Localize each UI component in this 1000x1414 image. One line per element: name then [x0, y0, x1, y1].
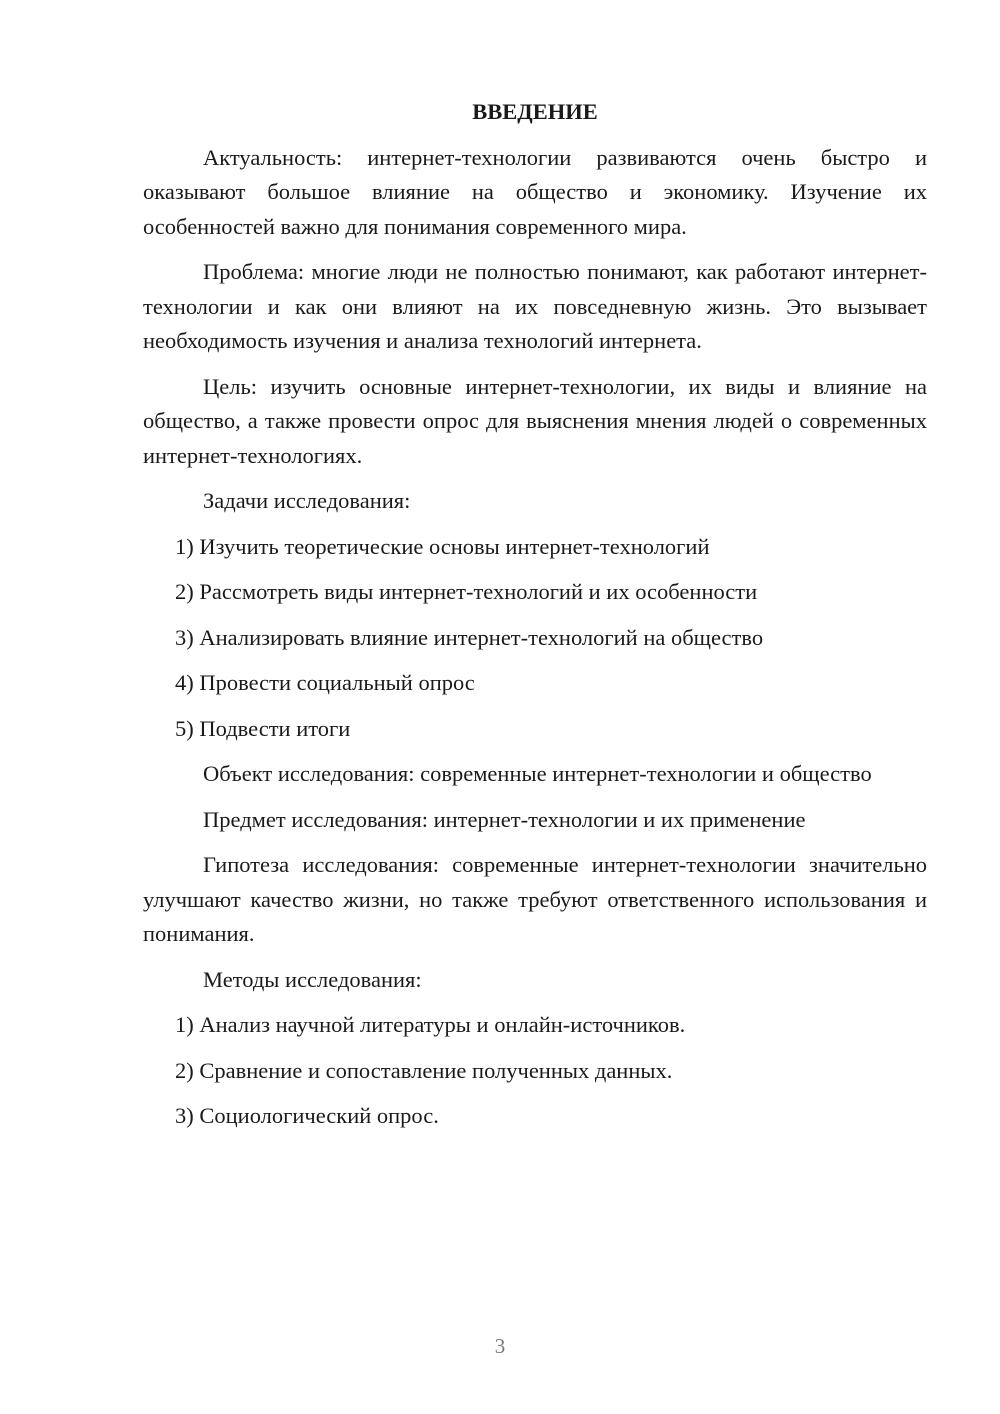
methods-label: Методы исследования:	[203, 966, 422, 992]
method-item: 3) Социологический опрос.	[175, 1103, 439, 1128]
task-item: 5) Подвести итоги	[175, 715, 351, 741]
object-paragraph: Объект исследования: современные интернет-технологии и общество	[203, 761, 872, 786]
task-item: 1) Изучить теоретические основы интернет-технологий	[175, 533, 710, 559]
page-content	[143, 95, 927, 1145]
page-number: 3	[494, 1334, 506, 1358]
relevance-paragraph: Актуальность: интернет-технологии развиваются очень быстро и оказывают большое влияние на общество и экономику. Изучение их особенностей важно для понимания современного мира.	[143, 144, 927, 239]
task-item: 4) Провести социальный опрос	[175, 670, 475, 695]
subject-paragraph: Предмет исследования: интернет-технологии и их применение	[203, 806, 806, 832]
task-item: 3) Анализировать влияние интернет-технологий на общество	[175, 624, 764, 650]
goal-paragraph: Цель: изучить основные интернет-технологии, их виды и влияние на общество, а также провести опрос для выяснения мнения людей о современных интернет-технологиях.	[143, 373, 927, 468]
method-item: 2) Сравнение и сопоставление полученных данных.	[175, 1057, 673, 1083]
task-item: 2) Рассмотреть виды интернет-технологий и их особенности	[175, 579, 758, 604]
section-heading: ВВЕДЕНИЕ	[472, 99, 598, 124]
method-item: 1) Анализ научной литературы и онлайн-источников.	[175, 1012, 686, 1037]
problem-paragraph: Проблема: многие люди не полностью понимают, как работают интернет-технологии и как они влияют на их повседневную жизнь. Это вызывает необходимость изучения и анализа технологий интернета.	[143, 259, 927, 353]
tasks-label: Задачи исследования:	[203, 488, 411, 513]
hypothesis-paragraph: Гипотеза исследования: современные интернет-технологии значительно улучшают качество жизни, но также требуют ответственного использования и понимания.	[143, 852, 927, 946]
